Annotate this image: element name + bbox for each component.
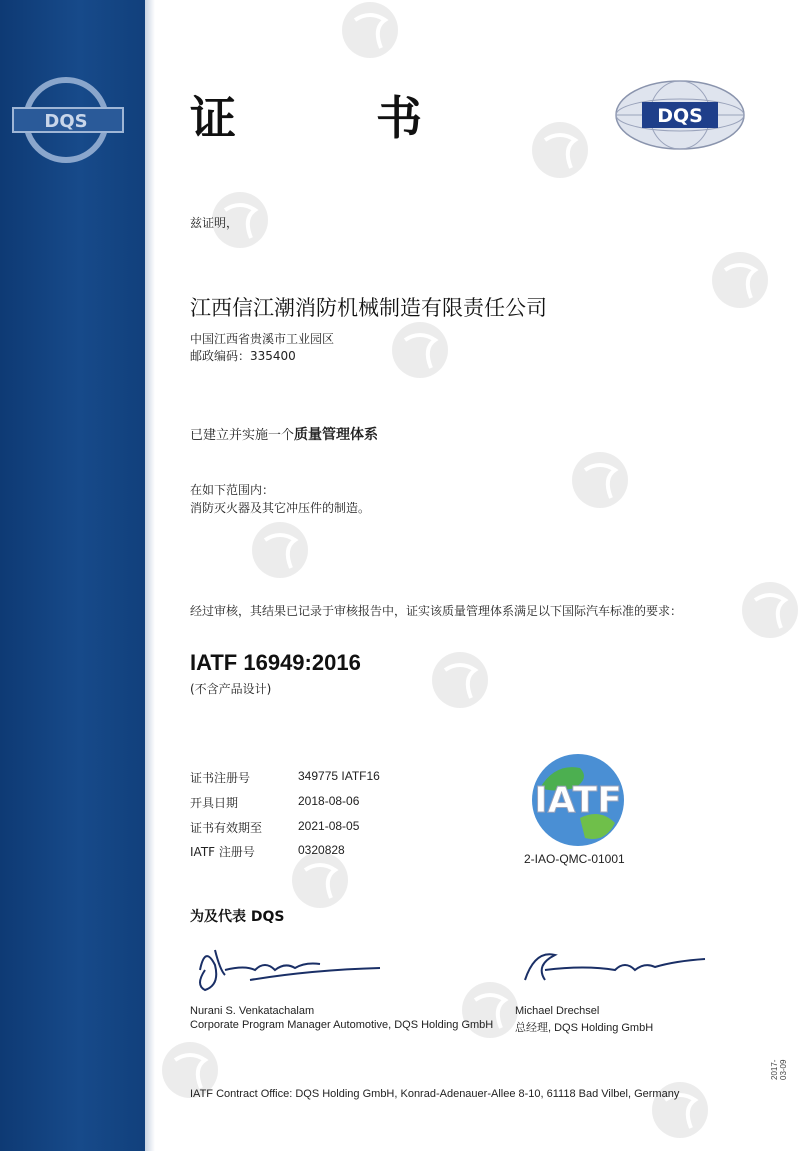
watermark-icon [420, 650, 510, 720]
watermark-icon [380, 320, 470, 390]
signer-name: Michael Drechsel [515, 1005, 600, 1017]
watermark-icon [560, 450, 650, 520]
signer-role: Corporate Program Manager Automotive, DQS Holding GmbH [190, 1019, 494, 1031]
watermark-icon [700, 250, 790, 320]
standard-note: (不含产品设计) [190, 682, 272, 696]
iatf-code: 2-IAO-QMC-01001 [524, 852, 625, 866]
detail-label: 开具日期 [190, 796, 239, 810]
scope-label: 在如下范围内： [190, 483, 275, 497]
signature-venkatachalam-icon [190, 940, 390, 1000]
dqs-logo-text: DQS [657, 105, 703, 127]
signature-drechsel-icon [515, 945, 715, 995]
footer-address: IATF Contract Office: DQS Holding GmbH, Konrad-Adenauer-Allee 8-10, 61118 Bad Vilbel, Germany [190, 1088, 680, 1100]
system-prefix: 已建立并实施一个 [190, 428, 295, 443]
company-name: 江西信江潮消防机械制造有限责任公司 [190, 296, 547, 320]
detail-label: 证书注册号 [190, 771, 251, 785]
detail-value: 0320828 [298, 843, 345, 857]
iatf-logo-icon [520, 748, 640, 848]
watermark-icon [730, 580, 800, 650]
sidebar-brand: DQS [44, 111, 88, 132]
sidebar-edge [145, 0, 155, 1151]
intro-text: 兹证明， [190, 216, 239, 230]
detail-value: 2018-08-06 [298, 794, 360, 808]
signer-role: 总经理, DQS Holding GmbH [515, 1022, 654, 1034]
watermark-icon [520, 120, 610, 190]
on-behalf-text: 为及代表 DQS [190, 909, 285, 925]
detail-label: IATF 注册号 [190, 845, 255, 859]
watermark-icon [330, 0, 420, 70]
standard-name: IATF 16949:2016 [190, 650, 361, 675]
company-address: 中国江西省贵溪市工业园区 [190, 332, 335, 346]
dqs-globe-logo-icon [612, 78, 748, 152]
system-statement [190, 424, 378, 444]
detail-value: 349775 IATF16 [298, 769, 380, 783]
sidebar-band [0, 0, 145, 1151]
signer-name: Nurani S. Venkatachalam [190, 1005, 315, 1017]
iatf-logo-text: IATF [534, 780, 622, 821]
dqs-emblem-icon [8, 75, 128, 165]
audit-statement: 经过审核，其结果已记录于审核报告中，证实该质量管理体系满足以下国际汽车标准的要求： [190, 604, 683, 618]
watermark-icon [280, 850, 370, 920]
watermark-icon [240, 520, 330, 590]
detail-value: 2021-08-05 [298, 819, 360, 833]
postcode: 邮政编码：335400 [190, 349, 296, 363]
document-code: 2017-03-09 [770, 1059, 788, 1080]
detail-label: 证书有效期至 [190, 821, 263, 835]
certificate-title: 证 书 [190, 91, 485, 145]
system-name: 质量管理体系 [294, 427, 379, 443]
scope-text: 消防灭火器及其它冲压件的制造。 [190, 501, 371, 515]
